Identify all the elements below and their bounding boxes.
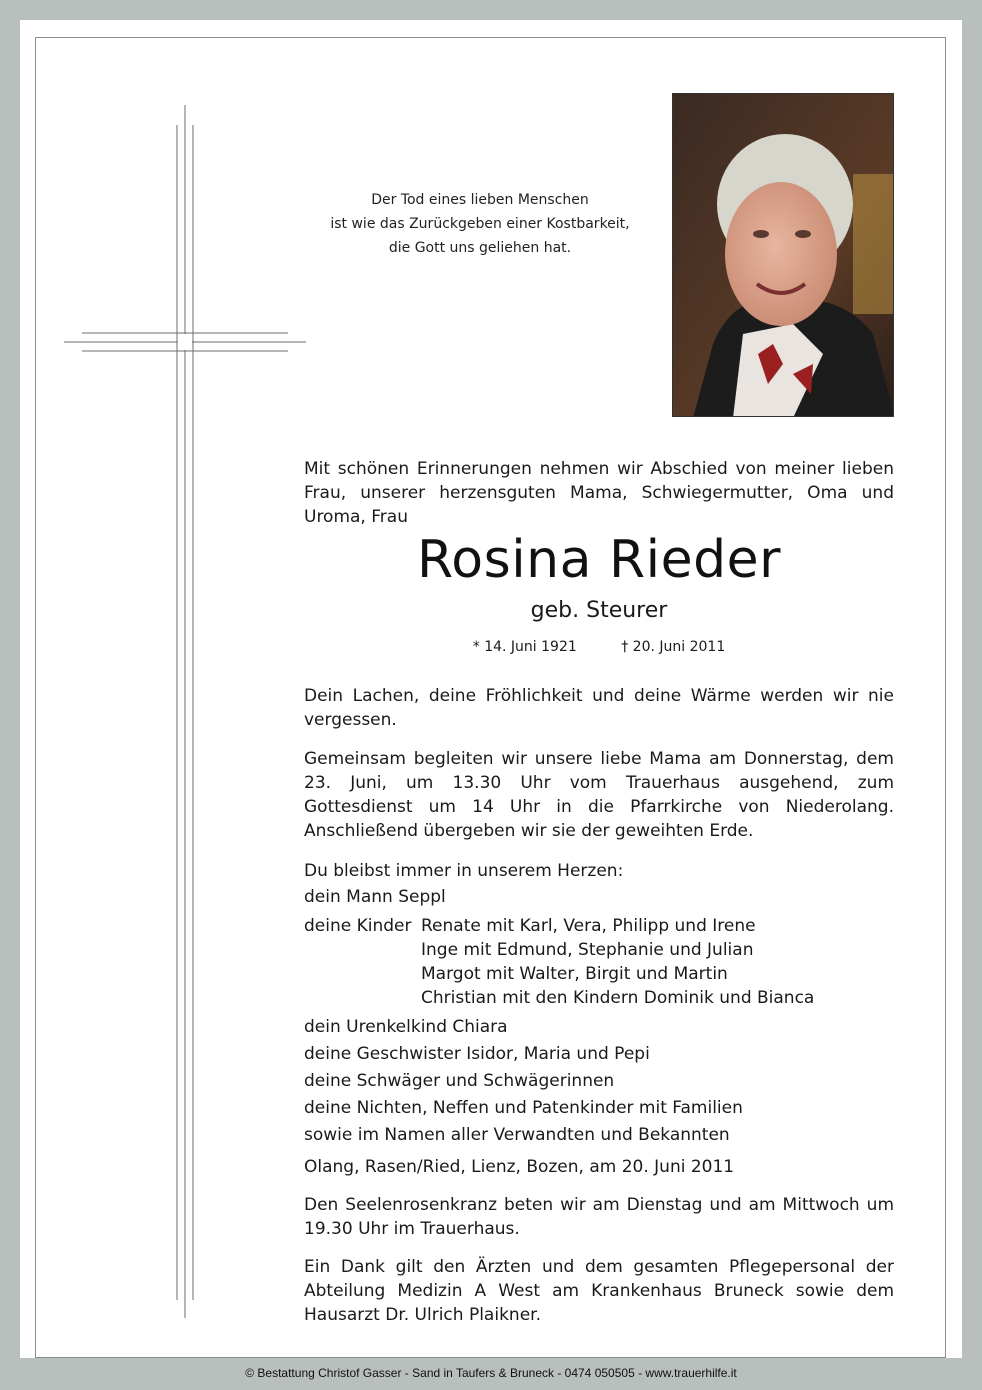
quote-line: Der Tod eines lieben Menschen (371, 192, 589, 208)
quote-line: ist wie das Zurückgeben einer Kostbarkeit, (330, 216, 630, 232)
death-date: † 20. Juni 2011 (621, 639, 726, 655)
remembrance-paragraph: Dein Lachen, deine Fröhlichkeit und deine Wärme werden wir nie vergessen. (304, 686, 894, 730)
portrait-photo (672, 93, 894, 417)
family-row-husband (304, 884, 904, 911)
family-line: sowie im Namen aller Verwandten und Bekannten (304, 1125, 730, 1145)
family-line: deine Nichten, Neffen und Patenkinder mit Familien (304, 1098, 743, 1118)
maiden-name: geb. Steurer (530, 598, 668, 623)
relation-label: deine Kinder (304, 916, 412, 936)
intro-text: Mit schönen Erinnerungen nehmen wir Abschied von meiner lieben Frau, unserer herzensguten Mama, Schwiegermutter, Oma und Uroma, Frau (304, 459, 894, 527)
rosary-paragraph: Den Seelenrosenkranz beten wir am Dienstag und am Mittwoch um 19.30 Uhr im Trauerhaus. (304, 1195, 894, 1239)
quote-line: die Gott uns geliehen hat. (388, 240, 572, 256)
family-row-children (304, 914, 904, 938)
deceased-name: Rosina Rieder (417, 530, 781, 590)
child-line: Margot mit Walter, Birgit und Martin (421, 964, 728, 984)
relation-names: Renate mit Karl, Vera, Philipp und Irene (421, 916, 756, 936)
place-date-line: Olang, Rasen/Ried, Lienz, Bozen, am 20. Juni 2011 (304, 1157, 735, 1177)
thanks-paragraph: Ein Dank gilt den Ärzten und dem gesamten Pflegepersonal der Abteilung Medizin A West am Krankenhaus Bruneck sowie dem Hausarzt Dr. Ulrich Plaikner. (304, 1257, 894, 1325)
relation-names: Seppl (398, 887, 446, 907)
family-line: deine Geschwister Isidor, Maria und Pepi (304, 1044, 650, 1064)
life-dates (304, 637, 894, 657)
heart-line: Du bleibst immer in unserem Herzen: (304, 861, 624, 881)
child-line: Christian mit den Kindern Dominik und Bianca (421, 988, 815, 1008)
family-line: deine Schwäger und Schwägerinnen (304, 1071, 615, 1091)
footer-credit: © Bestattung Christof Gasser - Sand in Taufers & Bruneck - 0474 050505 - www.trauerhilfe.it (245, 1366, 737, 1380)
family-list (304, 884, 904, 1149)
memorial-quote (290, 188, 670, 260)
family-line: dein Urenkelkind Chiara (304, 1017, 508, 1037)
funeral-paragraph: Gemeinsam begleiten wir unsere liebe Mama am Donnerstag, dem 23. Juni, um 13.30 Uhr vom Trauerhaus ausgehend, zum Gottesdienst um 14 Uhr in die Pfarrkirche von Niederolang. Anschließend übergeben wir sie der geweihten Erde. (304, 749, 894, 841)
child-line: Inge mit Edmund, Stephanie und Julian (421, 940, 754, 960)
birth-date: * 14. Juni 1921 (472, 639, 577, 655)
relation-label: dein Mann (304, 887, 393, 907)
